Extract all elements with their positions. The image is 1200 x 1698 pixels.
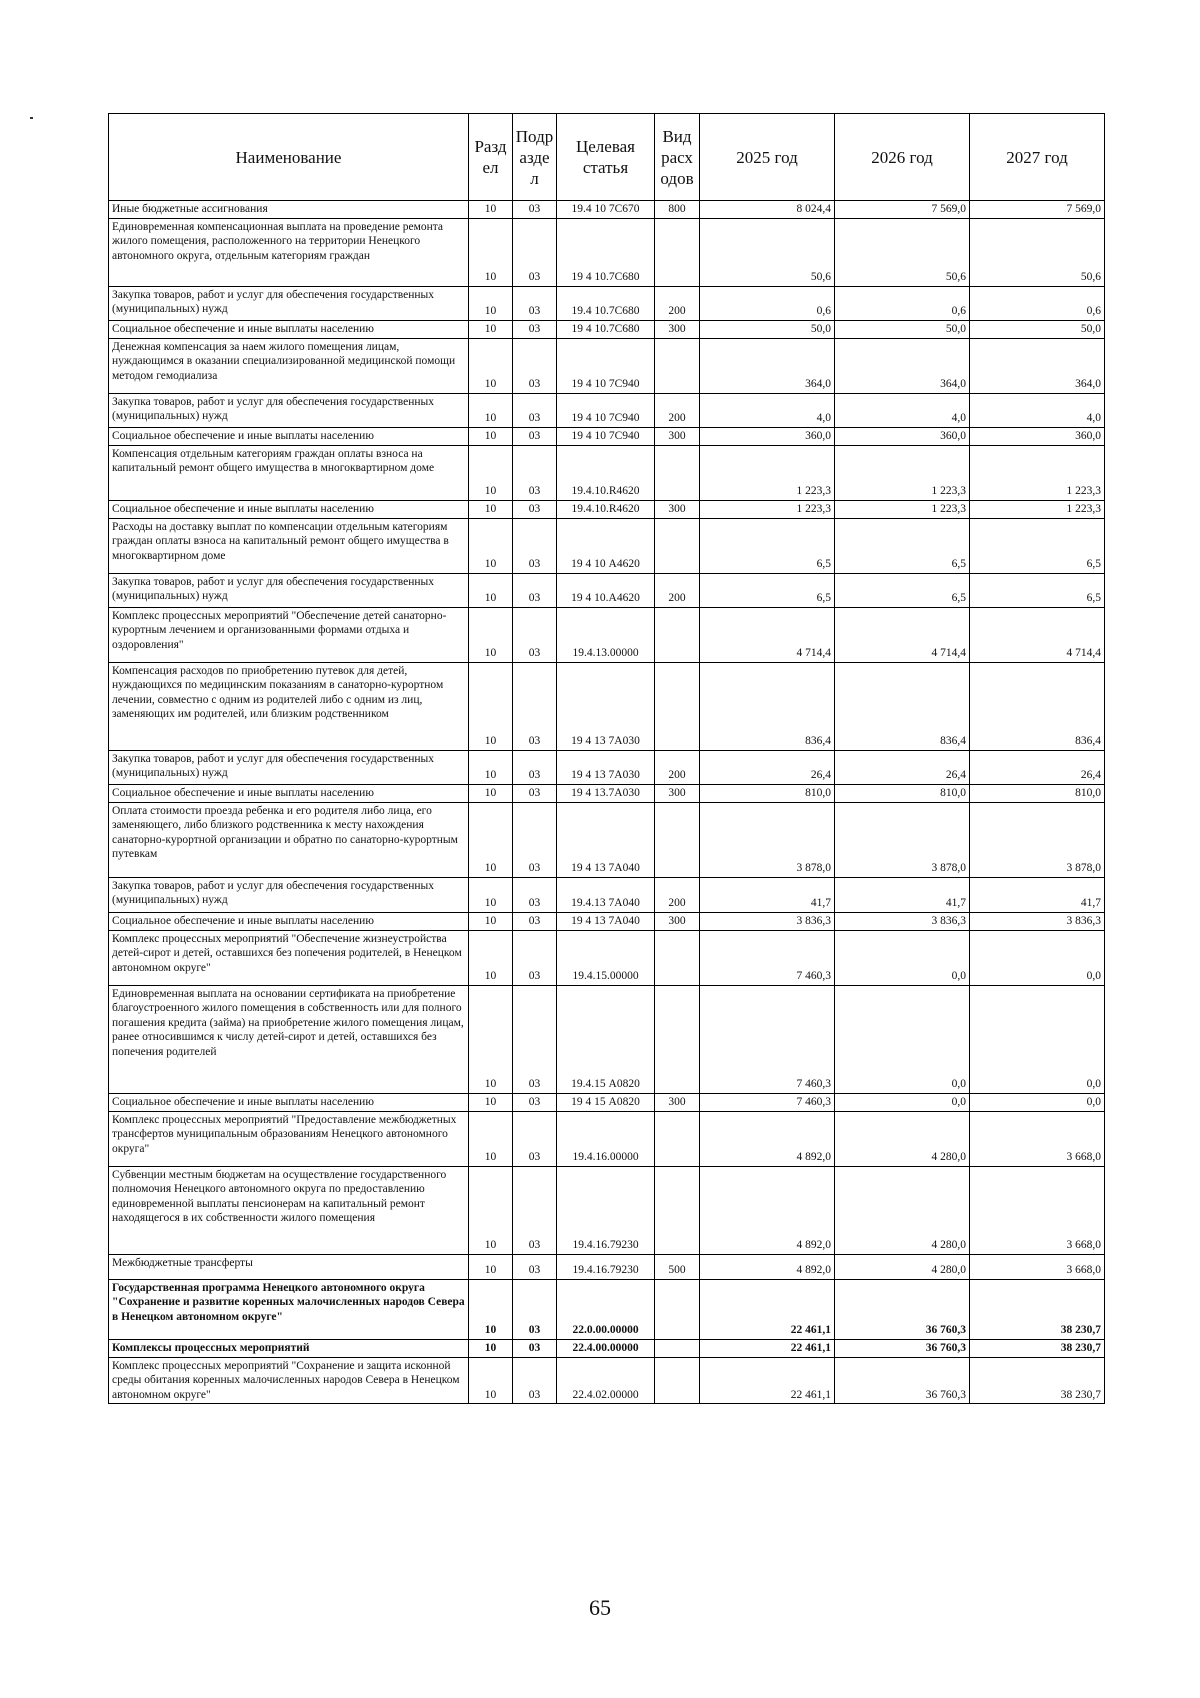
- cell-expense-type: 300: [655, 784, 700, 802]
- cell-expense-type: [655, 338, 700, 393]
- cell-amount-2027: 0,0: [970, 1093, 1105, 1111]
- table-row: [109, 1279, 1105, 1339]
- cell-amount-2026: 7 569,0: [835, 201, 970, 219]
- cell-name: Компенсация отдельным категориям граждан оплаты взноса на капитальный ремонт общего имущества в многоквартирном доме: [109, 445, 469, 500]
- cell-name: Комплекс процессных мероприятий "Обеспечение детей санаторно-курортным лечением и организованными формами отдыха и оздоровления": [109, 607, 469, 662]
- cell-section: 10: [469, 500, 513, 518]
- cell-expense-type: [655, 607, 700, 662]
- cell-name: Комплекс процессных мероприятий "Сохранение и защита исконной среды обитания коренных малочисленных народов Севера в Ненецком автономном округе": [109, 1357, 469, 1404]
- cell-amount-2027: 810,0: [970, 784, 1105, 802]
- table-row: [109, 1111, 1105, 1166]
- cell-target-article: 19 4 10.7С680: [557, 218, 655, 286]
- header-expense-type: Вид расх одов: [655, 114, 700, 201]
- table-header-row: [109, 114, 1105, 201]
- cell-section: 10: [469, 750, 513, 784]
- cell-name: Закупка товаров, работ и услуг для обеспечения государственных (муниципальных) нужд: [109, 573, 469, 607]
- cell-expense-type: [655, 445, 700, 500]
- cell-amount-2025: 50,6: [700, 218, 835, 286]
- cell-subsection: 03: [513, 573, 557, 607]
- cell-amount-2026: 4 280,0: [835, 1111, 970, 1166]
- cell-subsection: 03: [513, 784, 557, 802]
- cell-expense-type: [655, 802, 700, 877]
- cell-section: 10: [469, 784, 513, 802]
- cell-amount-2025: 4 714,4: [700, 607, 835, 662]
- cell-amount-2026: 26,4: [835, 750, 970, 784]
- header-year-2025: 2025 год: [700, 114, 835, 201]
- cell-subsection: 03: [513, 518, 557, 573]
- cell-amount-2027: 836,4: [970, 662, 1105, 750]
- cell-target-article: 19.4.16.79230: [557, 1166, 655, 1254]
- cell-section: 10: [469, 1339, 513, 1357]
- cell-amount-2025: 26,4: [700, 750, 835, 784]
- cell-expense-type: [655, 1339, 700, 1357]
- cell-expense-type: 800: [655, 201, 700, 219]
- cell-target-article: 19 4 10 7С940: [557, 427, 655, 445]
- cell-expense-type: 200: [655, 877, 700, 912]
- cell-section: 10: [469, 393, 513, 427]
- table-row: [109, 218, 1105, 286]
- cell-name: Компенсация расходов по приобретению путевок для детей, нуждающихся по медицинским показаниям в санаторно-курортном лечении, совместно с одним из родителей либо с одним из лиц, заменяющих им родителей, или близким родственником: [109, 662, 469, 750]
- cell-subsection: 03: [513, 985, 557, 1093]
- table-row: [109, 201, 1105, 219]
- cell-amount-2025: 1 223,3: [700, 445, 835, 500]
- cell-target-article: 19 4 10.А4620: [557, 573, 655, 607]
- cell-target-article: 19 4 13 7А030: [557, 750, 655, 784]
- cell-expense-type: [655, 518, 700, 573]
- cell-amount-2025: 7 460,3: [700, 1093, 835, 1111]
- cell-amount-2025: 6,5: [700, 518, 835, 573]
- cell-name: Межбюджетные трансферты: [109, 1254, 469, 1279]
- cell-amount-2027: 50,0: [970, 320, 1105, 338]
- cell-amount-2027: 4 714,4: [970, 607, 1105, 662]
- cell-amount-2027: 364,0: [970, 338, 1105, 393]
- table-row: [109, 607, 1105, 662]
- cell-section: 10: [469, 218, 513, 286]
- cell-amount-2025: 50,0: [700, 320, 835, 338]
- cell-amount-2025: 41,7: [700, 877, 835, 912]
- cell-amount-2025: 1 223,3: [700, 500, 835, 518]
- cell-subsection: 03: [513, 500, 557, 518]
- cell-amount-2027: 6,5: [970, 518, 1105, 573]
- cell-amount-2027: 0,6: [970, 286, 1105, 320]
- cell-amount-2025: 3 836,3: [700, 912, 835, 930]
- table-row: [109, 985, 1105, 1093]
- cell-amount-2026: 4 280,0: [835, 1166, 970, 1254]
- cell-amount-2026: 1 223,3: [835, 445, 970, 500]
- header-year-2026: 2026 год: [835, 114, 970, 201]
- cell-name: Комплекс процессных мероприятий "Обеспечение жизнеустройства детей-сирот и детей, оставшихся без попечения родителей, в Ненецком автономном округе": [109, 930, 469, 985]
- cell-amount-2026: 50,6: [835, 218, 970, 286]
- table-row: [109, 1166, 1105, 1254]
- header-subsection: Подр азде л: [513, 114, 557, 201]
- cell-expense-type: 200: [655, 286, 700, 320]
- cell-amount-2025: 4 892,0: [700, 1166, 835, 1254]
- cell-target-article: 19 4 13 7А040: [557, 802, 655, 877]
- cell-name: Социальное обеспечение и иные выплаты населению: [109, 912, 469, 930]
- cell-amount-2027: 41,7: [970, 877, 1105, 912]
- cell-amount-2026: 364,0: [835, 338, 970, 393]
- cell-subsection: 03: [513, 930, 557, 985]
- cell-amount-2026: 36 760,3: [835, 1279, 970, 1339]
- cell-amount-2025: 6,5: [700, 573, 835, 607]
- cell-amount-2025: 4,0: [700, 393, 835, 427]
- page-number: 65: [589, 1595, 611, 1620]
- cell-name: Иные бюджетные ассигнования: [109, 201, 469, 219]
- cell-expense-type: 300: [655, 500, 700, 518]
- cell-amount-2025: 22 461,1: [700, 1339, 835, 1357]
- cell-expense-type: 500: [655, 1254, 700, 1279]
- cell-expense-type: 300: [655, 1093, 700, 1111]
- cell-expense-type: 200: [655, 573, 700, 607]
- cell-target-article: 19 4 10 7С940: [557, 338, 655, 393]
- cell-amount-2027: 0,0: [970, 930, 1105, 985]
- cell-subsection: 03: [513, 286, 557, 320]
- cell-name: Социальное обеспечение и иные выплаты населению: [109, 427, 469, 445]
- cell-amount-2027: 38 230,7: [970, 1279, 1105, 1339]
- cell-target-article: 19.4.16.00000: [557, 1111, 655, 1166]
- table-row: [109, 393, 1105, 427]
- cell-amount-2026: 4 714,4: [835, 607, 970, 662]
- cell-target-article: 22.4.02.00000: [557, 1357, 655, 1404]
- cell-section: 10: [469, 662, 513, 750]
- cell-amount-2026: 36 760,3: [835, 1339, 970, 1357]
- cell-section: 10: [469, 607, 513, 662]
- cell-target-article: 22.4.00.00000: [557, 1339, 655, 1357]
- cell-subsection: 03: [513, 201, 557, 219]
- cell-expense-type: [655, 218, 700, 286]
- cell-amount-2027: 3 836,3: [970, 912, 1105, 930]
- cell-amount-2026: 1 223,3: [835, 500, 970, 518]
- cell-target-article: 22.0.00.00000: [557, 1279, 655, 1339]
- table-row: [109, 1093, 1105, 1111]
- cell-name: Единовременная выплата на основании сертификата на приобретение благоустроенного жилого помещения в собственность или для полного погашения кредита (займа) на приобретение жилого помещения лицам, ранее относившимся к числу детей-сирот и детей, оставшихся без попечения родителей: [109, 985, 469, 1093]
- cell-name: Комплекс процессных мероприятий "Предоставление межбюджетных трансфертов муниципальным образованиям Ненецкого автономного округа": [109, 1111, 469, 1166]
- cell-amount-2027: 7 569,0: [970, 201, 1105, 219]
- cell-target-article: 19.4 10.7С680: [557, 286, 655, 320]
- cell-amount-2025: 360,0: [700, 427, 835, 445]
- cell-amount-2025: 836,4: [700, 662, 835, 750]
- cell-amount-2026: 4,0: [835, 393, 970, 427]
- cell-expense-type: [655, 930, 700, 985]
- cell-subsection: 03: [513, 750, 557, 784]
- table-row: [109, 877, 1105, 912]
- cell-expense-type: [655, 985, 700, 1093]
- cell-amount-2027: 26,4: [970, 750, 1105, 784]
- cell-name: Денежная компенсация за наем жилого помещения лицам, нуждающимся в оказании специализированной медицинской помощи методом гемодиализа: [109, 338, 469, 393]
- cell-section: 10: [469, 320, 513, 338]
- cell-section: 10: [469, 1093, 513, 1111]
- table-row: [109, 500, 1105, 518]
- cell-amount-2027: 3 878,0: [970, 802, 1105, 877]
- cell-name: Единовременная компенсационная выплата на проведение ремонта жилого помещения, расположенного на территории Ненецкого автономного округа, отдельным категориям граждан: [109, 218, 469, 286]
- cell-amount-2026: 3 836,3: [835, 912, 970, 930]
- header-name: Наименование: [109, 114, 469, 201]
- cell-name: Комплексы процессных мероприятий: [109, 1339, 469, 1357]
- cell-section: 10: [469, 1279, 513, 1339]
- cell-target-article: 19 4 13 7А040: [557, 912, 655, 930]
- cell-expense-type: [655, 1279, 700, 1339]
- cell-expense-type: 200: [655, 750, 700, 784]
- cell-amount-2027: 4,0: [970, 393, 1105, 427]
- cell-subsection: 03: [513, 338, 557, 393]
- cell-subsection: 03: [513, 802, 557, 877]
- table-row: [109, 1339, 1105, 1357]
- cell-section: 10: [469, 573, 513, 607]
- scan-speck: [30, 117, 33, 119]
- cell-expense-type: 200: [655, 393, 700, 427]
- cell-target-article: 19.4.15.00000: [557, 930, 655, 985]
- cell-amount-2026: 0,6: [835, 286, 970, 320]
- cell-amount-2027: 6,5: [970, 573, 1105, 607]
- cell-amount-2026: 41,7: [835, 877, 970, 912]
- cell-amount-2025: 22 461,1: [700, 1357, 835, 1404]
- cell-expense-type: 300: [655, 912, 700, 930]
- table-row: [109, 1357, 1105, 1404]
- cell-target-article: 19.4.13.00000: [557, 607, 655, 662]
- cell-amount-2025: 4 892,0: [700, 1111, 835, 1166]
- cell-amount-2027: 360,0: [970, 427, 1105, 445]
- cell-target-article: 19.4.13 7А040: [557, 877, 655, 912]
- cell-target-article: 19.4 10 7С670: [557, 201, 655, 219]
- cell-subsection: 03: [513, 912, 557, 930]
- cell-name: Оплата стоимости проезда ребенка и его родителя либо лица, его заменяющего, либо близкого родственника к месту нахождения санаторно-курортной организации и обратно по санаторно-курортным путевкам: [109, 802, 469, 877]
- header-target-article: Целевая статья: [557, 114, 655, 201]
- cell-name: Закупка товаров, работ и услуг для обеспечения государственных (муниципальных) нужд: [109, 877, 469, 912]
- cell-subsection: 03: [513, 1279, 557, 1339]
- cell-amount-2025: 7 460,3: [700, 930, 835, 985]
- cell-expense-type: 300: [655, 427, 700, 445]
- cell-section: 10: [469, 912, 513, 930]
- header-year-2027: 2027 год: [970, 114, 1105, 201]
- table-row: [109, 1254, 1105, 1279]
- cell-expense-type: [655, 1111, 700, 1166]
- table-row: [109, 573, 1105, 607]
- cell-section: 10: [469, 1111, 513, 1166]
- table-row: [109, 338, 1105, 393]
- cell-target-article: 19 4 10.7С680: [557, 320, 655, 338]
- table-row: [109, 445, 1105, 500]
- cell-target-article: 19 4 10 А4620: [557, 518, 655, 573]
- cell-subsection: 03: [513, 662, 557, 750]
- cell-section: 10: [469, 877, 513, 912]
- cell-target-article: 19 4 10 7С940: [557, 393, 655, 427]
- cell-section: 10: [469, 802, 513, 877]
- cell-section: 10: [469, 930, 513, 985]
- cell-section: 10: [469, 1166, 513, 1254]
- cell-section: 10: [469, 286, 513, 320]
- cell-amount-2026: 3 878,0: [835, 802, 970, 877]
- cell-name: Закупка товаров, работ и услуг для обеспечения государственных (муниципальных) нужд: [109, 393, 469, 427]
- cell-subsection: 03: [513, 1111, 557, 1166]
- cell-amount-2026: 836,4: [835, 662, 970, 750]
- cell-amount-2026: 360,0: [835, 427, 970, 445]
- cell-amount-2026: 0,0: [835, 985, 970, 1093]
- cell-amount-2026: 4 280,0: [835, 1254, 970, 1279]
- cell-target-article: 19.4.10.R4620: [557, 500, 655, 518]
- header-section: Разд ел: [469, 114, 513, 201]
- table-row: [109, 912, 1105, 930]
- cell-section: 10: [469, 1254, 513, 1279]
- table-row: [109, 662, 1105, 750]
- cell-subsection: 03: [513, 218, 557, 286]
- cell-amount-2026: 6,5: [835, 518, 970, 573]
- cell-amount-2025: 810,0: [700, 784, 835, 802]
- cell-amount-2027: 0,0: [970, 985, 1105, 1093]
- cell-amount-2026: 50,0: [835, 320, 970, 338]
- cell-subsection: 03: [513, 393, 557, 427]
- cell-section: 10: [469, 985, 513, 1093]
- cell-amount-2027: 3 668,0: [970, 1111, 1105, 1166]
- cell-subsection: 03: [513, 1166, 557, 1254]
- cell-target-article: 19.4.15 А0820: [557, 985, 655, 1093]
- cell-amount-2025: 364,0: [700, 338, 835, 393]
- cell-subsection: 03: [513, 607, 557, 662]
- cell-expense-type: [655, 1357, 700, 1404]
- cell-expense-type: [655, 1166, 700, 1254]
- cell-amount-2025: 7 460,3: [700, 985, 835, 1093]
- cell-subsection: 03: [513, 1254, 557, 1279]
- cell-subsection: 03: [513, 445, 557, 500]
- cell-expense-type: 300: [655, 320, 700, 338]
- cell-target-article: 19 4 13 7А030: [557, 662, 655, 750]
- table-row: [109, 750, 1105, 784]
- budget-table-container: [108, 113, 1104, 1404]
- cell-section: 10: [469, 338, 513, 393]
- cell-amount-2026: 36 760,3: [835, 1357, 970, 1404]
- cell-name: Субвенции местным бюджетам на осуществление государственного полномочия Ненецкого автономного округа по предоставлению единовременной выплаты пенсионерам на капитальный ремонт находящегося в их собственности жилого помещения: [109, 1166, 469, 1254]
- cell-amount-2026: 0,0: [835, 930, 970, 985]
- cell-section: 10: [469, 427, 513, 445]
- cell-section: 10: [469, 1357, 513, 1404]
- cell-amount-2027: 38 230,7: [970, 1339, 1105, 1357]
- cell-amount-2027: 3 668,0: [970, 1254, 1105, 1279]
- cell-amount-2026: 6,5: [835, 573, 970, 607]
- cell-amount-2025: 3 878,0: [700, 802, 835, 877]
- table-row: [109, 518, 1105, 573]
- cell-amount-2027: 1 223,3: [970, 445, 1105, 500]
- table-row: [109, 286, 1105, 320]
- cell-amount-2025: 8 024,4: [700, 201, 835, 219]
- cell-subsection: 03: [513, 877, 557, 912]
- cell-amount-2026: 0,0: [835, 1093, 970, 1111]
- cell-amount-2027: 1 223,3: [970, 500, 1105, 518]
- cell-name: Расходы на доставку выплат по компенсации отдельным категориям граждан оплаты взноса на капитальный ремонт общего имущества в многоквартирном доме: [109, 518, 469, 573]
- cell-expense-type: [655, 662, 700, 750]
- cell-name: Государственная программа Ненецкого автономного округа "Сохранение и развитие коренных малочисленных народов Севера в Ненецком автономном округе": [109, 1279, 469, 1339]
- cell-section: 10: [469, 201, 513, 219]
- cell-amount-2025: 4 892,0: [700, 1254, 835, 1279]
- cell-target-article: 19.4.10.R4620: [557, 445, 655, 500]
- cell-name: Социальное обеспечение и иные выплаты населению: [109, 1093, 469, 1111]
- cell-subsection: 03: [513, 320, 557, 338]
- cell-target-article: 19 4 13.7А030: [557, 784, 655, 802]
- table-row: [109, 784, 1105, 802]
- cell-subsection: 03: [513, 1339, 557, 1357]
- cell-name: Закупка товаров, работ и услуг для обеспечения государственных (муниципальных) нужд: [109, 750, 469, 784]
- cell-amount-2027: 3 668,0: [970, 1166, 1105, 1254]
- table-row: [109, 930, 1105, 985]
- cell-subsection: 03: [513, 427, 557, 445]
- budget-table: [108, 113, 1105, 1404]
- table-row: [109, 427, 1105, 445]
- cell-target-article: 19 4 15 А0820: [557, 1093, 655, 1111]
- table-row: [109, 802, 1105, 877]
- cell-name: Социальное обеспечение и иные выплаты населению: [109, 784, 469, 802]
- cell-section: 10: [469, 518, 513, 573]
- cell-section: 10: [469, 445, 513, 500]
- cell-amount-2026: 810,0: [835, 784, 970, 802]
- cell-amount-2025: 0,6: [700, 286, 835, 320]
- cell-target-article: 19.4.16.79230: [557, 1254, 655, 1279]
- cell-name: Социальное обеспечение и иные выплаты населению: [109, 320, 469, 338]
- cell-name: Социальное обеспечение и иные выплаты населению: [109, 500, 469, 518]
- cell-amount-2027: 50,6: [970, 218, 1105, 286]
- cell-subsection: 03: [513, 1093, 557, 1111]
- table-body: [109, 201, 1105, 1404]
- cell-subsection: 03: [513, 1357, 557, 1404]
- cell-name: Закупка товаров, работ и услуг для обеспечения государственных (муниципальных) нужд: [109, 286, 469, 320]
- table-row: [109, 320, 1105, 338]
- cell-amount-2027: 38 230,7: [970, 1357, 1105, 1404]
- cell-amount-2025: 22 461,1: [700, 1279, 835, 1339]
